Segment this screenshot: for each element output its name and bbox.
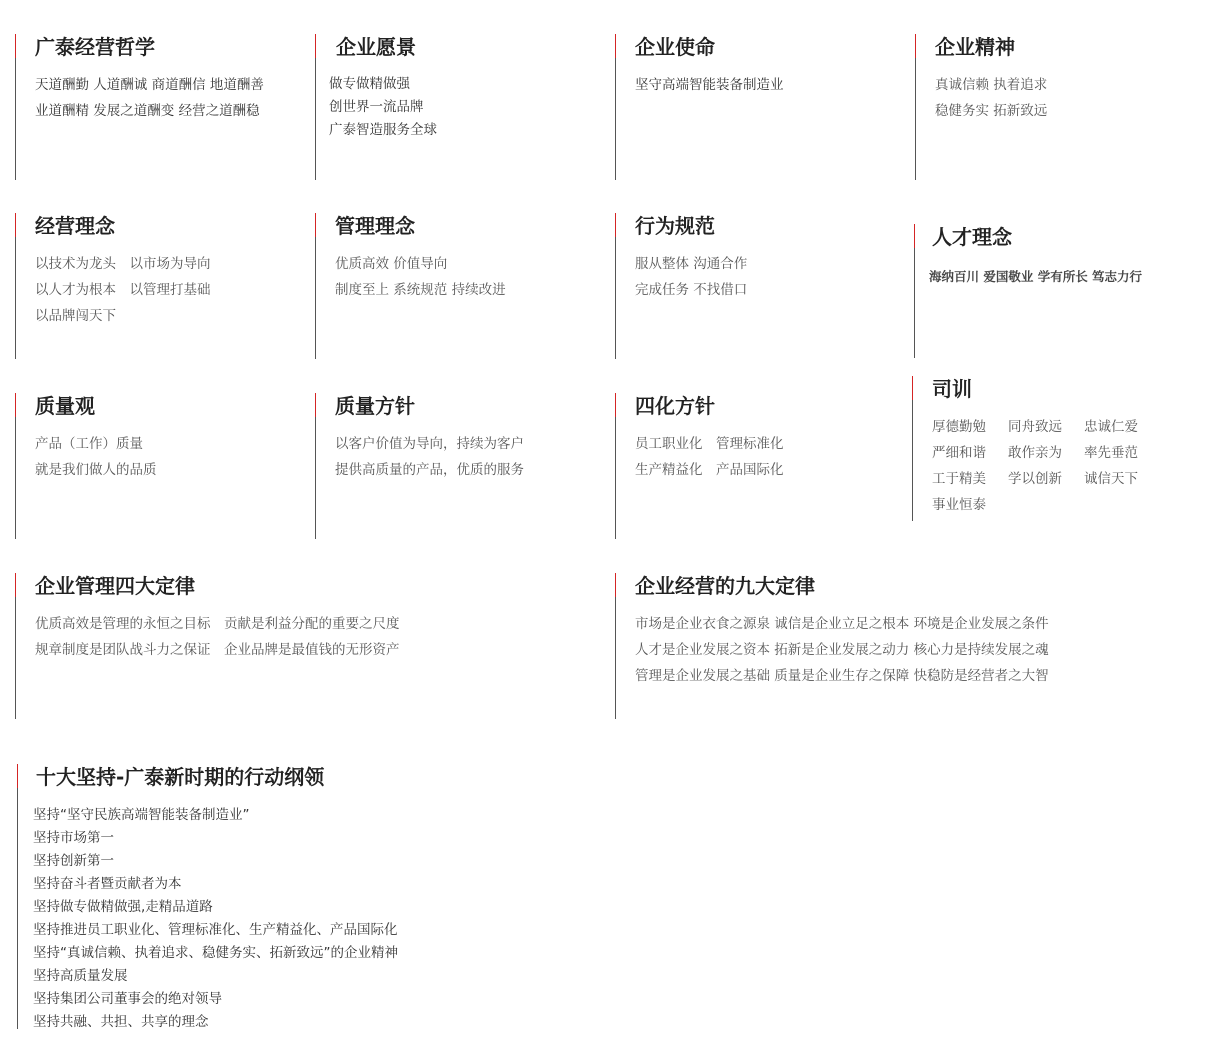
section-lines <box>35 251 305 329</box>
motto-cell: 同舟致远 <box>1008 419 1062 435</box>
section-vision <box>315 34 605 180</box>
line: 制度至上 系统规范 持续改进 <box>335 282 506 298</box>
section-philosophy <box>15 34 305 180</box>
motto-cell: 事业恒泰 <box>932 497 986 513</box>
motto-cell: 严细和谐 <box>932 445 986 461</box>
line: 坚持集团公司董事会的绝对领导 <box>33 991 222 1007</box>
section-lines <box>635 251 905 303</box>
line: 稳健务实 拓新致远 <box>935 103 1048 119</box>
line: 提供高质量的产品，优质的服务 <box>335 462 524 478</box>
line: 坚持共融、共担、共享的理念 <box>33 1014 209 1030</box>
line: 坚守高端智能装备制造业 <box>635 77 784 93</box>
line <box>932 492 1204 518</box>
section-talent <box>914 224 1204 358</box>
motto-cell: 率先垂范 <box>1084 445 1138 461</box>
motto-cell: 学以创新 <box>1008 471 1062 487</box>
line: 以客户价值为导向，持续为客户 <box>335 436 524 452</box>
section-title: 十大坚持-广泰新时期的行动纲领 <box>36 765 325 789</box>
line: 服从整体 沟通合作 <box>635 256 748 272</box>
section-lines <box>35 611 605 663</box>
line: 坚持“真诚信赖、执着追求、稳健务实、拓新致远”的企业精神 <box>33 945 398 961</box>
section-title: 企业经营的九大定律 <box>635 574 815 598</box>
line: 广泰智造服务全球 <box>329 122 437 138</box>
line: 坚持创新第一 <box>33 853 114 869</box>
line: 以品牌闯天下 <box>35 308 116 324</box>
section-lines <box>33 804 607 1034</box>
line: 海纳百川 爱国敬业 学有所长 笃志力行 <box>929 269 1143 284</box>
line: 人才是企业发展之资本 拓新是企业发展之动力 核心力是持续发展之魂 <box>635 642 1049 658</box>
line <box>932 466 1204 492</box>
motto-cell: 工于精美 <box>932 471 986 487</box>
line <box>932 414 1204 440</box>
section-title: 企业愿景 <box>336 35 416 59</box>
line: 坚持“坚守民族高端智能装备制造业” <box>33 807 250 823</box>
section-title: 行为规范 <box>635 214 715 238</box>
section-lines <box>635 431 905 483</box>
section-title: 广泰经营哲学 <box>35 35 155 59</box>
section-lines <box>929 264 1204 290</box>
section-lines <box>935 72 1205 124</box>
line: 坚持高质量发展 <box>33 968 128 984</box>
line: 以人才为根本 以管理打基础 <box>35 282 211 298</box>
line: 就是我们做人的品质 <box>35 462 157 478</box>
motto-cell: 敢作亲为 <box>1008 445 1062 461</box>
line: 坚持市场第一 <box>33 830 114 846</box>
line: 员工职业化 管理标准化 <box>635 436 784 452</box>
section-title: 企业精神 <box>935 35 1015 59</box>
line: 天道酬勤 人道酬诚 商道酬信 地道酬善 <box>35 77 264 93</box>
line: 优质高效是管理的永恒之目标 贡献是利益分配的重要之尺度 <box>35 616 400 632</box>
section-spirit <box>915 34 1205 180</box>
section-nine-laws <box>615 573 1205 719</box>
section-lines <box>635 611 1205 689</box>
line: 生产精益化 产品国际化 <box>635 462 784 478</box>
line: 产品（工作）质量 <box>35 436 143 452</box>
section-mission <box>615 34 905 180</box>
section-title: 经营理念 <box>35 214 115 238</box>
section-title: 质量观 <box>35 394 95 418</box>
line: 市场是企业衣食之源泉 诚信是企业立足之根本 环境是企业发展之条件 <box>635 616 1049 632</box>
line: 以技术为龙头 以市场为导向 <box>35 256 211 272</box>
section-motto <box>912 376 1204 521</box>
section-lines <box>932 414 1204 518</box>
section-quality-view <box>15 393 305 539</box>
section-title: 企业管理四大定律 <box>35 574 195 598</box>
motto-cell: 诚信天下 <box>1084 471 1138 487</box>
line <box>932 440 1204 466</box>
section-title: 四化方针 <box>635 394 715 418</box>
line: 坚持做专做精做强,走精品道路 <box>33 899 213 915</box>
section-title: 企业使命 <box>635 35 715 59</box>
line: 真诚信赖 执着追求 <box>935 77 1048 93</box>
section-lines <box>635 72 905 98</box>
line: 做专做精做强 <box>329 76 410 92</box>
line: 管理是企业发展之基础 质量是企业生存之保障 快稳防是经营者之大智 <box>635 668 1049 684</box>
section-lines <box>329 73 605 142</box>
section-lines <box>335 431 605 483</box>
section-title: 管理理念 <box>335 214 415 238</box>
line: 完成任务 不找借口 <box>635 282 748 298</box>
section-title: 质量方针 <box>335 394 415 418</box>
section-quality-policy <box>315 393 605 539</box>
motto-cell: 忠诚仁爱 <box>1084 419 1138 435</box>
line: 坚持奋斗者暨贡献者为本 <box>33 876 182 892</box>
line: 创世界一流品牌 <box>329 99 424 115</box>
section-four-policy <box>615 393 905 539</box>
section-ten-persist <box>17 764 607 1029</box>
section-lines <box>35 72 305 124</box>
section-conduct <box>615 213 905 359</box>
section-title: 人才理念 <box>932 225 1012 249</box>
section-lines <box>35 431 305 483</box>
section-management-concept <box>315 213 605 359</box>
motto-cell: 厚德勤勉 <box>932 419 986 435</box>
section-four-laws <box>15 573 605 719</box>
line: 坚持推进员工职业化、管理标准化、生产精益化、产品国际化 <box>33 922 398 938</box>
line: 规章制度是团队战斗力之保证 企业品牌是最值钱的无形资产 <box>35 642 400 658</box>
line: 优质高效 价值导向 <box>335 256 448 272</box>
line: 业道酬精 发展之道酬变 经营之道酬稳 <box>35 103 260 119</box>
section-title: 司训 <box>932 377 972 401</box>
section-business-concept <box>15 213 305 359</box>
section-lines <box>335 251 605 303</box>
